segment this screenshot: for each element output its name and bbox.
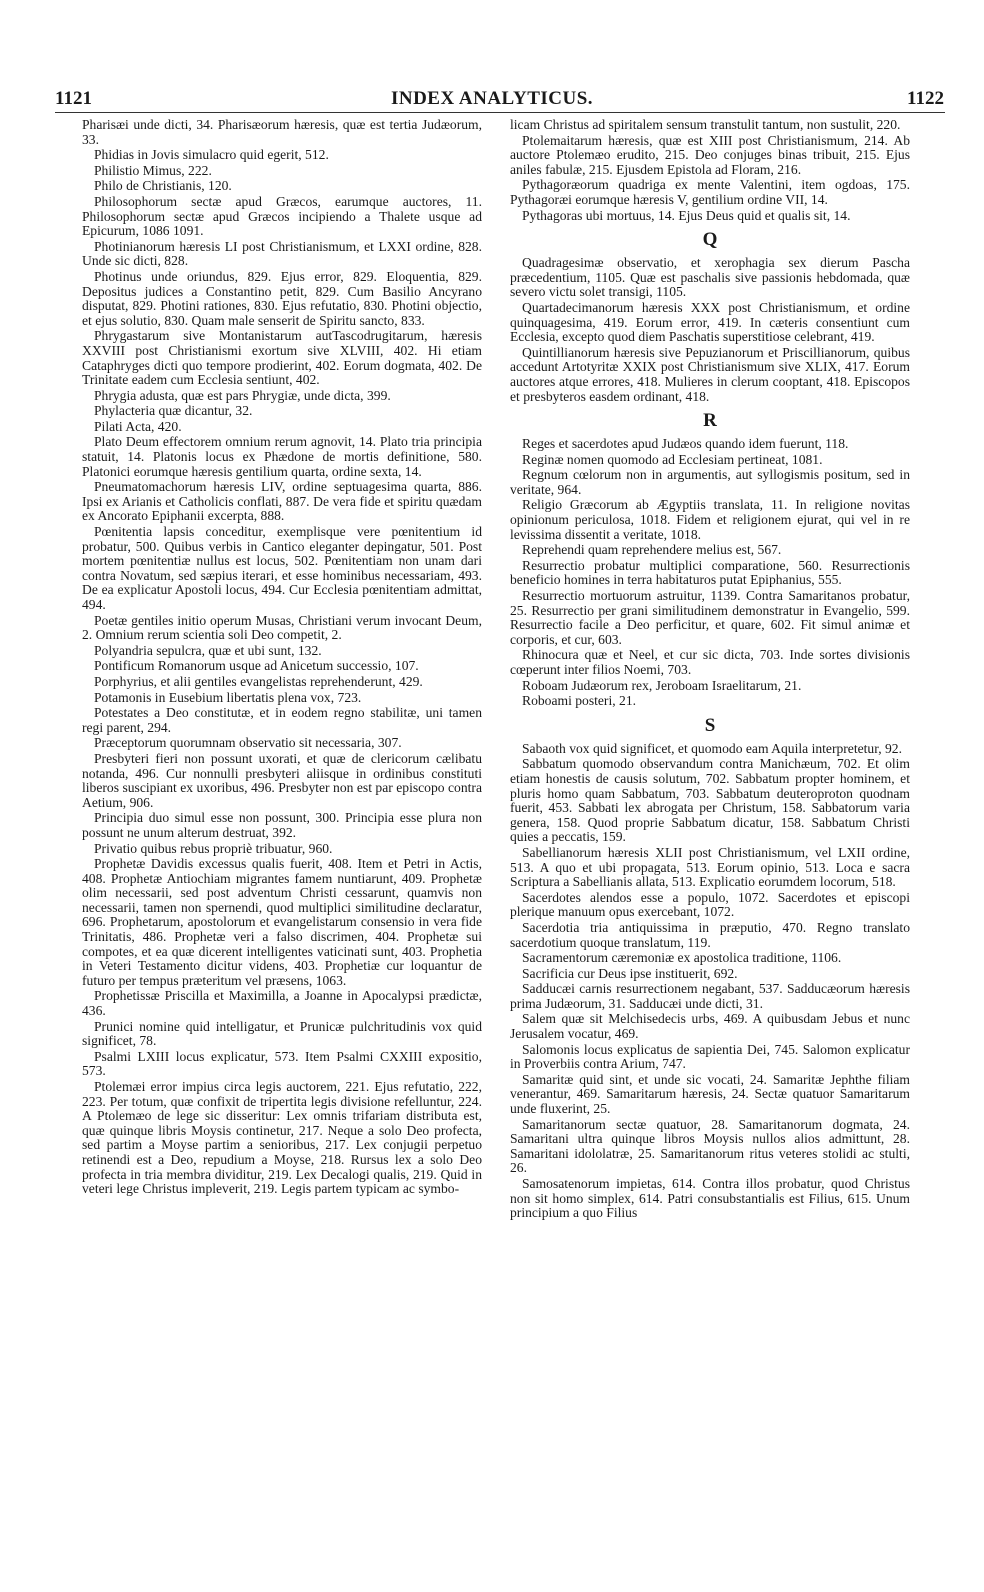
index-entry: Sacramentorum cæremoniæ ex apostolica traditione, 1106. [522, 950, 842, 966]
section-letter: Q [702, 229, 718, 251]
index-entry: Prophetæ Davidis excessus qualis fuerit, 408. Item et Petri in Actis, 408. Prophetæ Antiochiam migrantes famem nuntiarunt, 409. Prophetæ olim necessarii, sed post adventum Christi cessarunt, quamvis non necessarii, tamen non spernendi, quod multiplici similitudine declaratur, 696. Prophetarum, apostolorum et evangelistarum consensio in vera fide Trinitatis, 486. Prophetæ veri a falso discrimen, 404. Prophetæ sui compotes, et ea quæ dicerent intelligentes vaticinati sunt, 403. Prophetia in Veteri Testamento dicitur videns, 403. Prophetiæ cur loquantur de futuro per tempus præteritum vel præsens, 1063. [82, 856, 482, 988]
page-number-right: 1122 [907, 88, 944, 109]
index-column-right [510, 118, 910, 1573]
index-entry: Sabaoth vox quid significet, et quomodo eam Aquila interpretetur, 92. [522, 740, 903, 756]
index-entry: Quartadecimanorum hæresis XXX post Christianismum, et ordine quinquagesima, 419. Eorum error, 419. In cæteris consentiunt cum Ecclesia, excepto quod diem Paschatis superstitiose celebrant, 419. [510, 299, 910, 345]
index-entry: Salomonis locus explicatus de sapientia Dei, 745. Salomon explicatur in Proverbiis contra Arium, 747. [510, 1041, 910, 1072]
index-entry: Quadragesimæ observatio, et xerophagia sex dierum Pascha præcedentium, 1105. Quæ est paschalis sive passionis hebdomada, quæ severo victu solet transigi, 1105. [510, 255, 910, 300]
index-entry: Resurrectio probatur multiplici comparatione, 560. Resurrectionis beneficio homines in terra habitaturos putat Epiphanius, 555. [510, 557, 910, 588]
index-entry: Principia duo simul esse non possunt, 300. Principia esse plura non possunt ne unum alterum destruat, 392. [82, 810, 482, 840]
section-letter: R [703, 410, 717, 432]
index-entry: Philo de Christianis, 120. [94, 178, 232, 194]
index-entry: Sabbatum quomodo observandum contra Manichæum, 702. Et olim etiam honestis de causis solutum, 702. Sabbatum propter hominem, et pluris homo quam Sabbatum, 703. Sabbatum deuteroproton quodnam fuerit, 453. Sabbati lex abrogata per Christum, 158. Sabbatorum varia genera, 158. Quod proprie Sabbatum dicatur, 158. Sabbatum Christi quies a peccatis, 159. [510, 756, 910, 845]
index-entry: Regnum cœlorum non in argumentis, aut syllogismis positum, sed in veritate, 964. [510, 467, 910, 497]
index-entry: Privatio quibus rebus propriè tribuatur, 960. [94, 840, 333, 856]
index-entry: Roboami posteri, 21. [522, 693, 637, 709]
index-entry: Sacerdotes alendos esse a populo, 1072. Sacerdotes et episcopi plerique manuum opus exercebant, 1072. [510, 889, 910, 920]
index-entry: Sacerdotia tria antiquissima in præputio, 470. Regno translato sacerdotium quoque translatum, 119. [510, 919, 910, 950]
index-entry: Rhinocura quæ et Neel, et cur sic dicta, 703. Inde sortes divisionis cœperunt inter filios Noemi, 703. [510, 647, 910, 677]
index-entry: Phylacteria quæ dicantur, 32. [94, 403, 253, 419]
index-entry: Pneumatomachorum hæresis LIV, ordine septuagesima quarta, 886. Ipsi ex Arianis et Catholicis conflati, 887. De vera fide et spiritu quædam ex Ancorato Epiphanii excerpta, 888. [82, 479, 482, 524]
section-letter: S [704, 714, 716, 736]
index-entry: Quintillianorum hæresis sive Pepuzianorum et Priscillianorum, quibus accedunt Artotyritæ XXIX post Christianismum sive XLIX, 417. Eorum auctores atque errores, 418. Mulieres in clerum cooptant, 418. Episcopos et presbyteros easdem ordinant, 418. [510, 344, 910, 404]
index-entry: Poetæ gentiles initio operum Musas, Christiani verum invocant Deum, 2. Omnium rerum scientia soli Deo competit, 2. [82, 612, 482, 643]
index-entry: Religio Græcorum ab Ægyptiis translata, 11. In religione novitas opinionum periculosa, 1018. Fidem et religionem ejurat, qui vel in re levissima dissentit a veritate, 1018. [510, 497, 910, 542]
index-entry: Photinianorum hæresis LI post Christianismum, et LXXI ordine, 828. Unde sic dicti, 828. [82, 238, 482, 269]
index-entry: Ptolemæi error impius circa legis auctorem, 221. Ejus refutatio, 222, 223. Per totum, quæ confixit de tripertita legis divisione refelluntur, 224. A Ptolemæo de lege sic disseritur: Lex omnis trifariam distributa est, quæ quinque libris Moysis continetur, 217. Neque a solo Deo profecta, sed partim a Moyse partim a senioribus, 217. Lex conjugii perpetuo retinendi est a Deo, repudium a Moyse, 218. Rursus lex a solo Deo profecta in tria membra dividitur, 219. Lex Decalogi qualis, 219. Quid in veteri lege Christus impleverit, 219. Legis partem typicam ac symbo- [82, 1079, 482, 1197]
index-entry: Pythagoras ubi mortuus, 14. Ejus Deus quid et qualis sit, 14. [522, 207, 851, 223]
index-entry: Samaritanorum sectæ quatuor, 28. Samaritanorum dogmata, 24. Samaritani ultra quinque libros Moysis nullos alios admittunt, 28. Samaritani idololatræ, 25. Samaritanorum ritus veteres stolidi ac stulti, 26. [510, 1116, 910, 1176]
index-entry: Psalmi LXIII locus explicatur, 573. Item Psalmi CXXIII expositio, 573. [82, 1048, 482, 1079]
header-rule [55, 112, 945, 113]
index-entry: Salem quæ sit Melchisedecis urbs, 469. A quibusdam Jebus et nunc Jerusalem vocatur, 469. [510, 1011, 910, 1042]
index-entry: Phidias in Jovis simulacro quid egerit, 512. [94, 147, 329, 163]
index-entry: Sacrificia cur Deus ipse instituerit, 692. [522, 965, 738, 981]
index-entry: Prophetissæ Priscilla et Maximilla, a Joanne in Apocalypsi prædictæ, 436. [82, 988, 482, 1019]
index-entry: Reginæ nomen quomodo ad Ecclesiam pertineat, 1081. [522, 451, 823, 467]
index-entry: Plato Deum effectorem omnium rerum agnovit, 14. Plato tria principia statuit, 14. Platonis locus ex Phædone de mortis definitione, 580. Platonici eorumque hæresis gentilium quarta, ordine sexta, 14. [82, 434, 482, 479]
index-entry: Sabellianorum hæresis XLII post Christianismum, vel LXII ordine, 513. A quo et ubi propagata, 513. Eorum opinio, 513. Loca e sacra Scriptura a Sabellianis allata, 513. Explicatio eorumdem locorum, 518. [510, 844, 910, 890]
index-entry: Phrygastarum sive Montanistarum autTascodrugitarum, hæresis XXVIII post Christianismi exortum sive XLVIII, 402. Hi etiam Cataphryges dicti quo tempore prodierint, 402. Eorum dogmata, 402. De Trinitate eadem cum Ecclesia sentiunt, 402. [82, 328, 482, 388]
index-entry: Philosophorum sectæ apud Græcos, earumque auctores, 11. Philosophorum sectæ apud Græcos incipiendo a Thalete usque ad Epicurum, 1086 1091. [82, 193, 482, 239]
index-entry: Roboam Judæorum rex, Jeroboam Israelitarum, 21. [522, 677, 802, 693]
index-entry: Potestates a Deo constitutæ, et in eodem regno stabilitæ, uni tamen regi parent, 294. [82, 705, 482, 735]
index-entry: Potamonis in Eusebium libertatis plena vox, 723. [94, 689, 362, 705]
index-entry: Samaritæ quid sint, et unde sic vocati, 24. Samaritæ Jephthe filiam venerantur, 469. Samaritarum hæresis, 24. Sectæ quatuor Samaritarum unde fluxerint, 25. [510, 1071, 910, 1117]
index-entry: Phrygia adusta, quæ est pars Phrygiæ, unde dicta, 399. [94, 387, 391, 403]
index-entry: Pharisæi unde dicti, 34. Pharisæorum hæresis, quæ est tertia Judæorum, 33. [82, 118, 482, 147]
index-entry: licam Christus ad spiritalem sensum transtulit tantum, non sustulit, 220. [510, 118, 901, 132]
index-entry: Pœnitentia lapsis conceditur, exemplisque vere pœnitentium id probatur, 500. Quibus verbis in Cantico eleganter depingatur, 501. Post mortem pœnitentiæ nullus est locus, 502. Pœnitentiam non unam dari contra Novatum, sed sæpius iterari, et esse hominibus necessariam, 493. De ea explicatur Apostoli locus, 494. Cur Ecclesia pœnitentiam admittat, 494. [82, 524, 482, 612]
index-entry: Porphyrius, et alii gentiles evangelistas reprehenderunt, 429. [94, 673, 423, 689]
index-entry: Samosatenorum impietas, 614. Contra illos probatur, quod Christus non sit homo simplex, 614. Patri consubstantialis est Filius, 615. Unum principium a quo Filius [510, 1176, 910, 1221]
index-entry: Presbyteri fieri non possunt uxorati, et quæ de clericorum cælibatu notanda, 496. Cur nonnulli presbyteri aliisque in ordinibus constituti liberos suscipiant ex uxoribus, 496. Presbyter non est par episcopo contra Aetium, 906. [82, 750, 482, 810]
running-title: INDEX ANALYTICUS. [390, 88, 594, 109]
index-column-left [82, 118, 482, 1573]
index-entry: Photinus unde oriundus, 829. Ejus error, 829. Eloquentia, 829. Depositus judices a Constantino petit, 829. Cum Basilio Ancyrano disputat, 829. Photini rationes, 830. Ejus refutatio, 830. Photini objectio, et ejus solutio, 830. Quam male senserit de Spiritu sancto, 833. [82, 268, 482, 328]
index-entry: Resurrectio mortuorum astruitur, 1139. Contra Samaritanos probatur, 25. Resurrectio per grani similitudinem demonstratur in Evangelio, 599. Resurrectio facile a Deo perficitur, et quare, 602. Fit simul animæ et corporis, et cur, 603. [510, 588, 910, 647]
index-entry: Philistio Mimus, 222. [94, 162, 212, 178]
index-entry: Pilati Acta, 420. [94, 418, 182, 434]
index-entry: Pythagoræorum quadriga ex mente Valentini, item ogdoas, 175. Pythagoræi eorumque hæresis V, gentilium ordine VII, 14. [510, 177, 910, 207]
index-entry: Reprehendi quam reprehendere melius est, 567. [522, 542, 782, 558]
index-entry: Prunici nomine quid intelligatur, et Prunicæ pulchritudinis vox quid significet, 78. [82, 1018, 482, 1049]
index-entry: Ptolemaitarum hæresis, quæ est XIII post Christianismum, 214. Ab auctore Ptolemæo erudito, 215. Deo conjuges binas tribuit, 215. Ejus aniles fabulæ, 215. Ejusdem Epistola ad Floram, 216. [510, 132, 910, 177]
index-entry: Sadducæi carnis resurrectionem negabant, 537. Sadducæorum hæresis prima Judæorum, 31. Sadducæi unde dicti, 31. [510, 981, 910, 1011]
index-entry: Pontificum Romanorum usque ad Anicetum successio, 107. [94, 658, 419, 674]
index-entry: Reges et sacerdotes apud Judæos quando idem fuerunt, 118. [522, 436, 849, 452]
index-entry: Præceptorum quorumnam observatio sit necessaria, 307. [94, 735, 402, 751]
index-entry: Polyandria sepulcra, quæ et ubi sunt, 132. [94, 642, 322, 658]
page-number-left: 1121 [55, 88, 92, 109]
